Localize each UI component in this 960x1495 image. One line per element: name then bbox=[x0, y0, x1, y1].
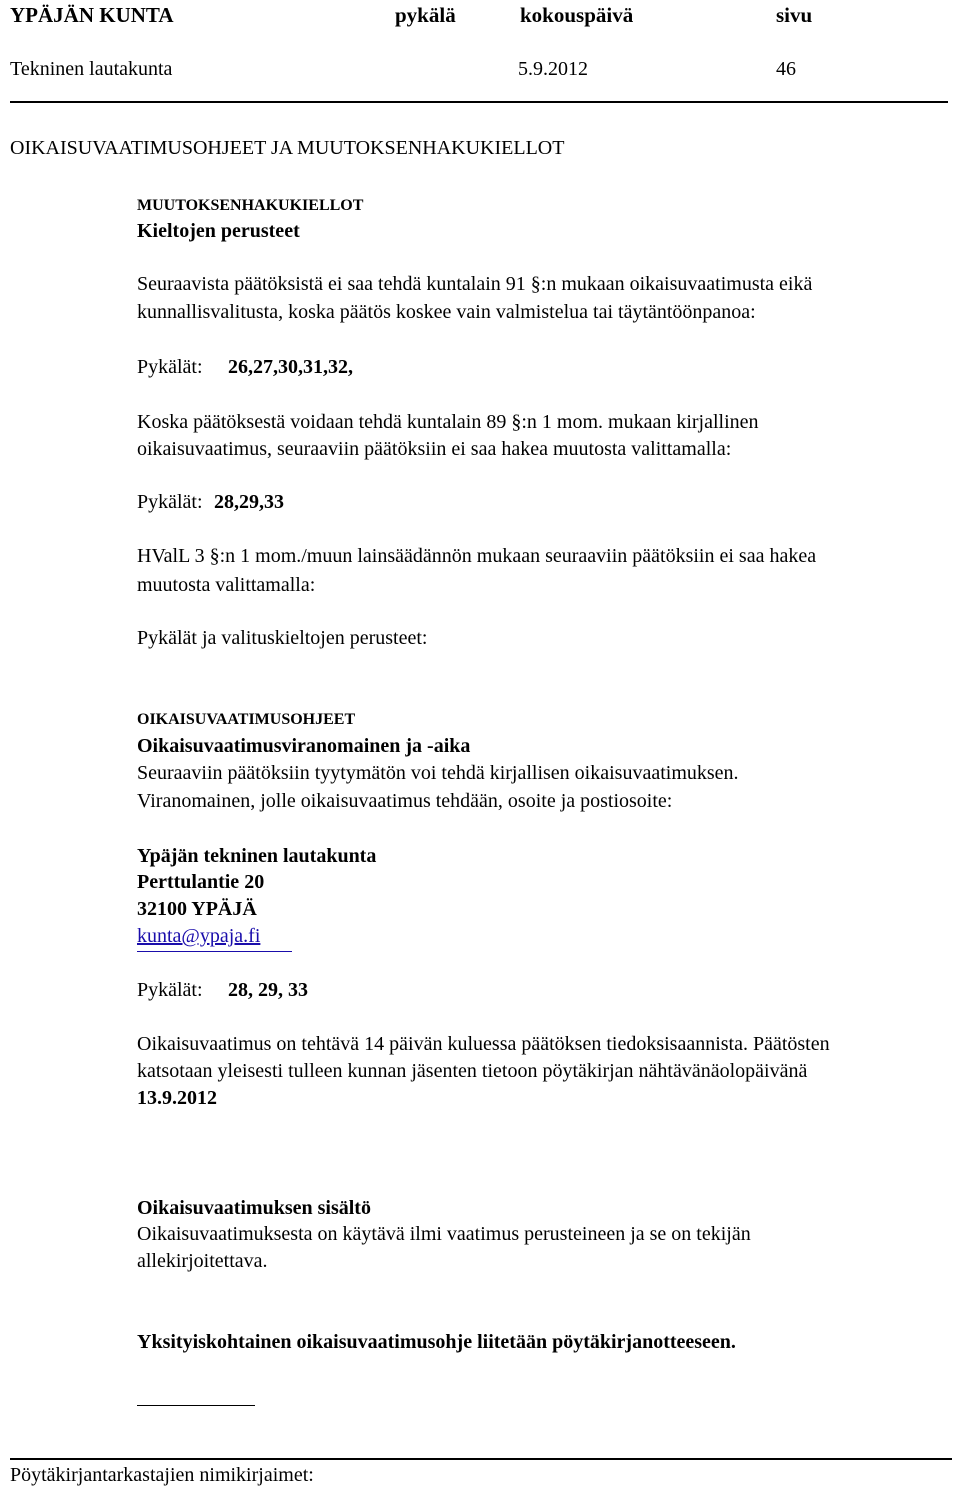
bans-para3-line1: HValL 3 §:n 1 mom./muun lainsäädännön mukaan seuraaviin päätöksiin ei saa hakea bbox=[137, 545, 817, 567]
org-name: YPÄJÄN KUNTA bbox=[10, 3, 174, 27]
email-underline bbox=[137, 951, 292, 952]
appeal-subheading: Oikaisuvaatimusviranomainen ja -aika bbox=[137, 735, 471, 757]
bans-para2-line1: Koska päätöksestä voidaan tehdä kuntalain 89 §:n 1 mom. mukaan kirjallinen bbox=[137, 411, 759, 433]
appeal-sections-value: 28, 29, 33 bbox=[228, 979, 308, 1001]
appeal-sections-label: Pykälät: bbox=[137, 979, 203, 1001]
sections3-label: Pykälät ja valituskieltojen perusteet: bbox=[137, 627, 428, 649]
short-divider bbox=[137, 1405, 255, 1406]
bans-para1-line1: Seuraavista päätöksistä ei saa tehdä kuntalain 91 §:n mukaan oikaisuvaatimusta eikä bbox=[137, 273, 813, 295]
appeal-line2: Viranomainen, jolle oikaisuvaatimus tehdään, osoite ja postiosoite: bbox=[137, 790, 673, 812]
deadline-date: 13.9.2012 bbox=[137, 1087, 217, 1109]
deadline-line1: Oikaisuvaatimus on tehtävä 14 päivän kuluessa päätöksen tiedoksisaannista. Päätösten bbox=[137, 1033, 830, 1055]
header-col-section: pykälä bbox=[395, 3, 456, 27]
closing-note: Yksityiskohtainen oikaisuvaatimusohje liitetään pöytäkirjanotteeseen. bbox=[137, 1331, 736, 1353]
content-line2: allekirjoitettava. bbox=[137, 1250, 268, 1272]
bans-para2-line2: oikaisuvaatimus, seuraaviin päätöksiin ei saa hakea muutosta valittamalla: bbox=[137, 438, 732, 460]
bans-para3-line2: muutosta valittamalla: bbox=[137, 574, 316, 596]
sections1-label: Pykälät: bbox=[137, 356, 203, 378]
content-heading: Oikaisuvaatimuksen sisältö bbox=[137, 1197, 371, 1219]
email-link[interactable]: kunta@ypaja.fi bbox=[137, 925, 261, 947]
address-post: 32100 YPÄJÄ bbox=[137, 898, 257, 920]
address-street: Perttulantie 20 bbox=[137, 871, 265, 893]
bans-para1-line2: kunnallisvalitusta, koska päätös koskee vain valmistelua tai täytäntöönpanoa: bbox=[137, 301, 756, 323]
header-divider bbox=[10, 101, 948, 103]
sections1-value: 26,27,30,31,32, bbox=[228, 356, 353, 378]
main-title: OIKAISUVAATIMUSOHJEET JA MUUTOKSENHAKUKIELLOT bbox=[10, 137, 565, 159]
header-col-page: sivu bbox=[776, 3, 813, 27]
signature-label: Pöytäkirjantarkastajien nimikirjaimet: bbox=[10, 1464, 314, 1486]
header-col-date: kokouspäivä bbox=[520, 3, 634, 27]
appeal-line1: Seuraaviin päätöksiin tyytymätön voi tehdä kirjallisen oikaisuvaatimuksen. bbox=[137, 762, 739, 784]
sections2-label: Pykälät: bbox=[137, 491, 203, 513]
sections2-value: 28,29,33 bbox=[214, 491, 284, 513]
meeting-date: 5.9.2012 bbox=[518, 58, 588, 80]
address-name: Ypäjän tekninen lautakunta bbox=[137, 845, 377, 867]
bans-subheading: Kieltojen perusteet bbox=[137, 220, 300, 242]
footer-divider bbox=[10, 1458, 952, 1460]
page-number: 46 bbox=[776, 58, 796, 80]
appeal-heading: OIKAISUVAATIMUSOHJEET bbox=[137, 711, 356, 728]
address-email-container bbox=[137, 925, 260, 948]
board-name: Tekninen lautakunta bbox=[10, 58, 173, 80]
content-line1: Oikaisuvaatimuksesta on käytävä ilmi vaatimus perusteineen ja se on tekijän bbox=[137, 1223, 751, 1245]
deadline-line2: katsotaan yleisesti tulleen kunnan jäsenten tietoon pöytäkirjan nähtävänäolopäivänä bbox=[137, 1060, 808, 1082]
bans-heading: MUUTOKSENHAKUKIELLOT bbox=[137, 197, 364, 214]
